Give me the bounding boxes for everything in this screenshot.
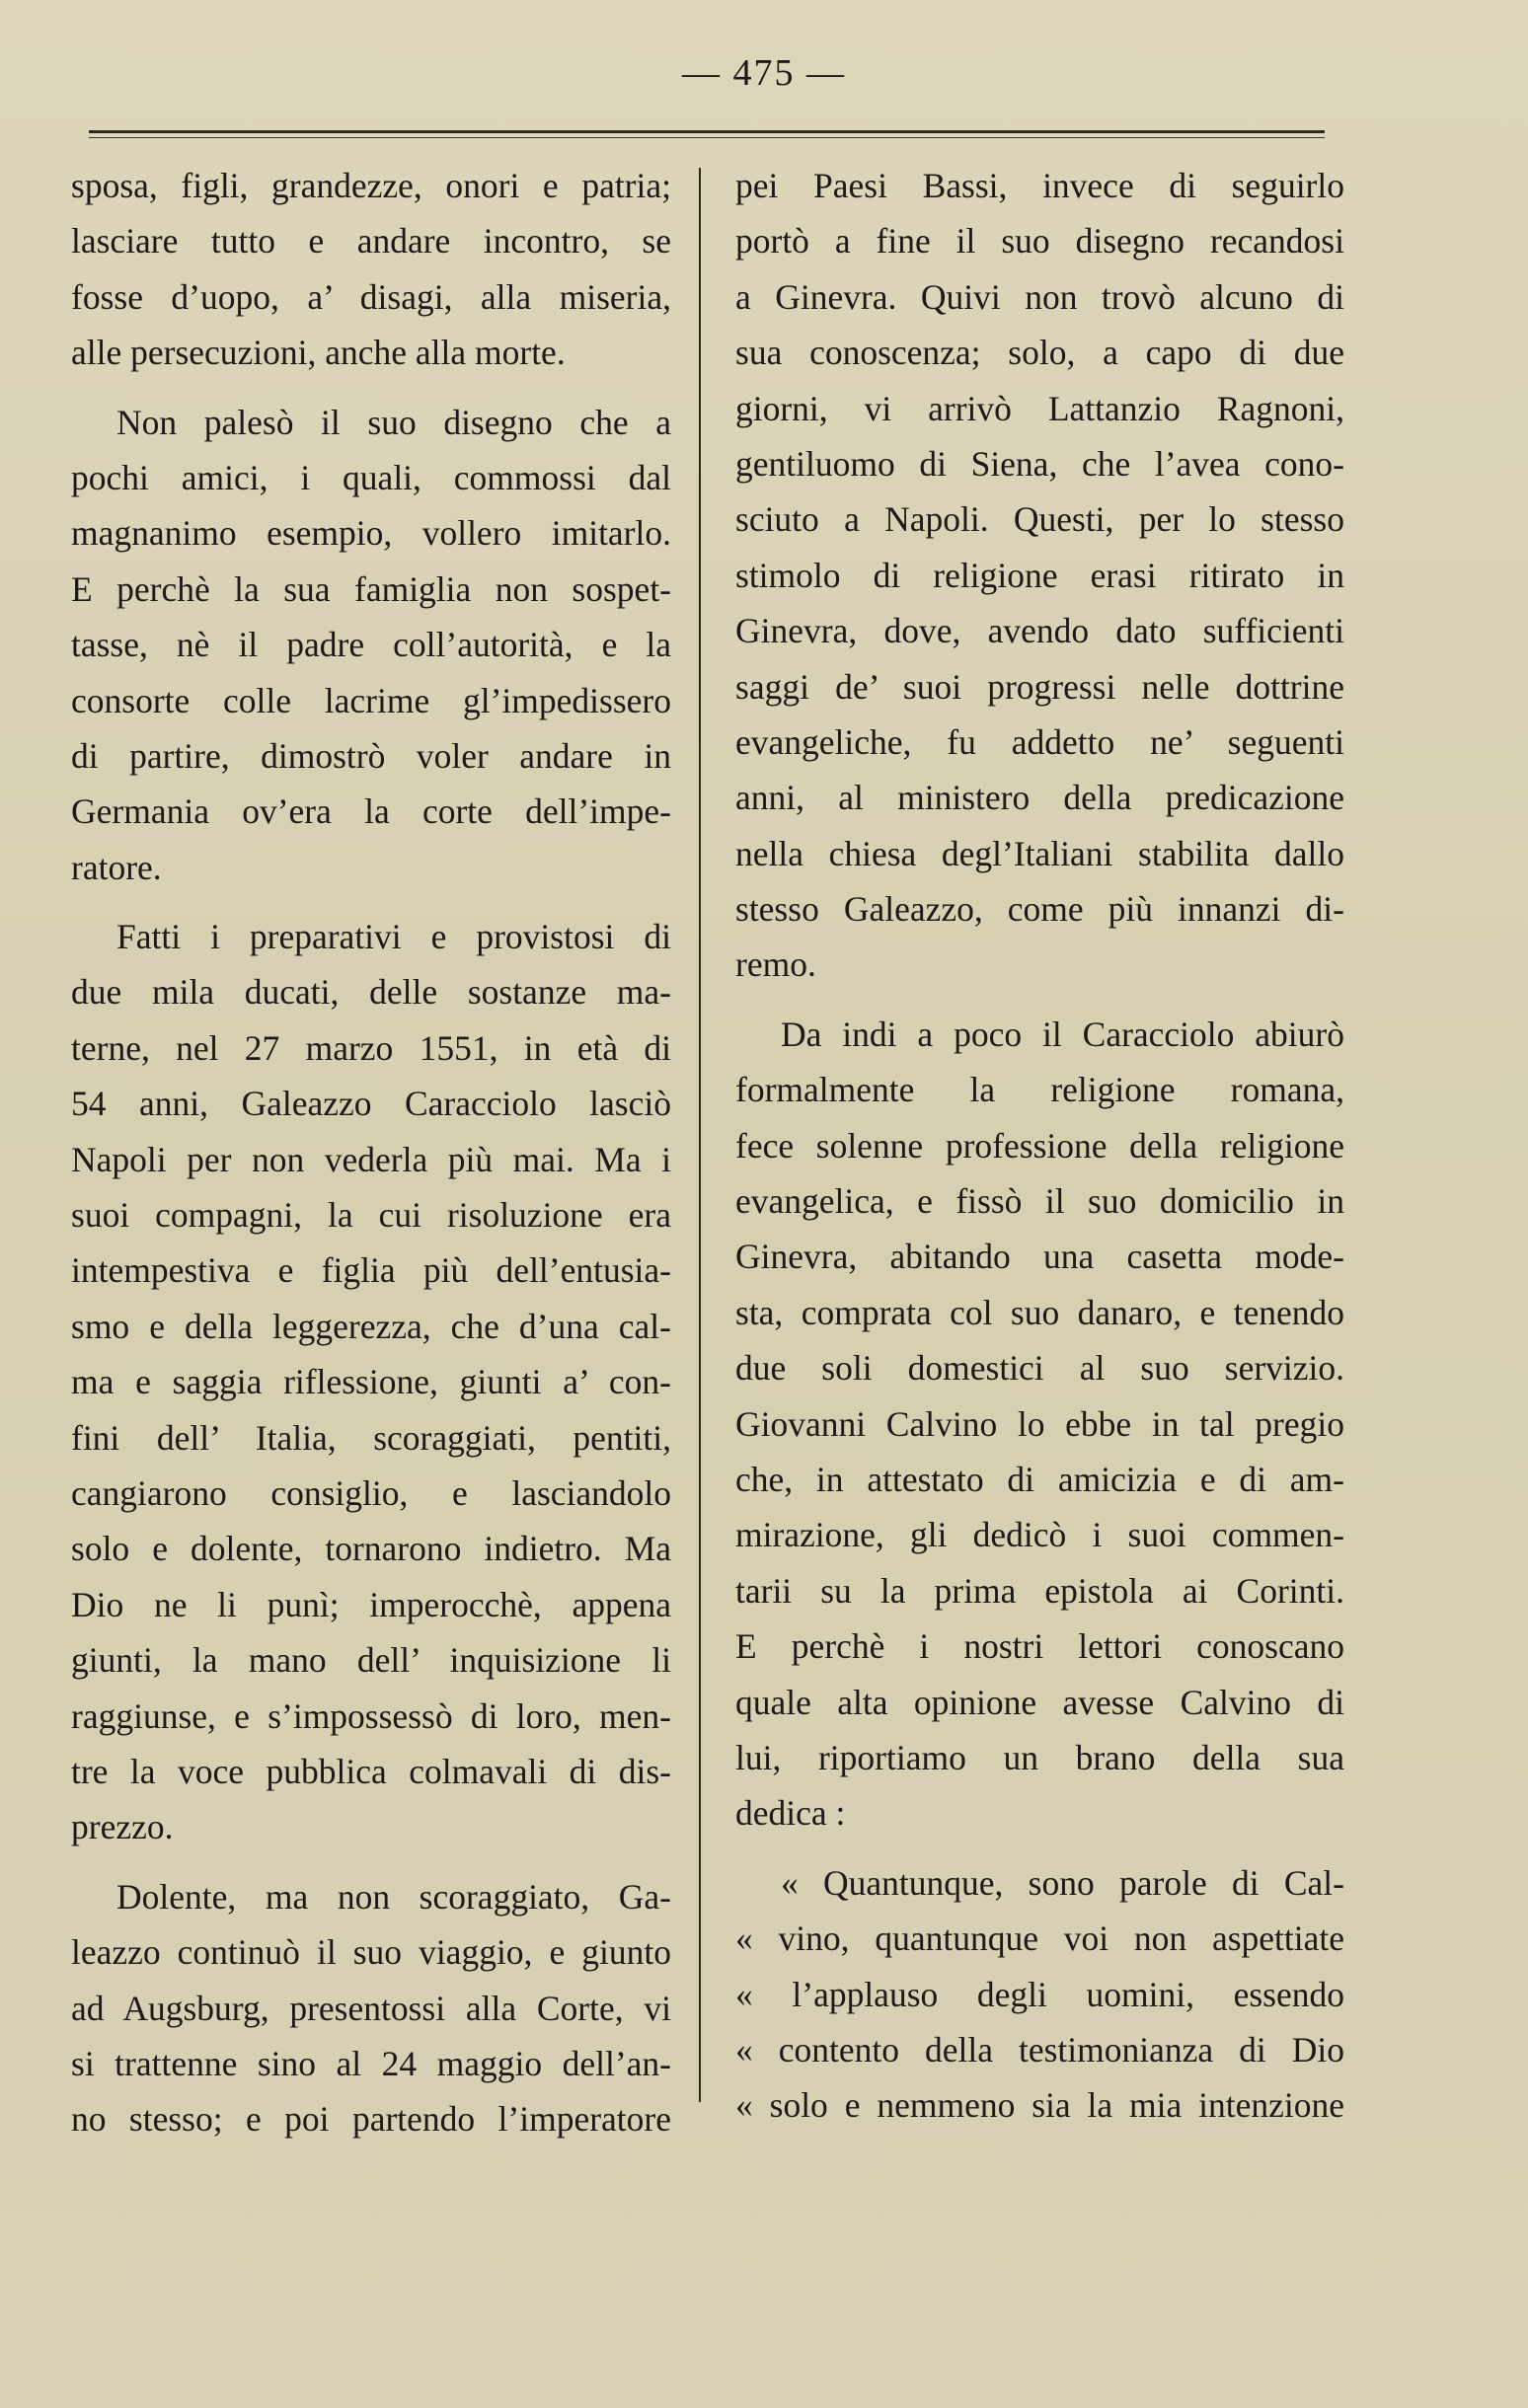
text-line: tarii su la prima epistola ai Corinti. <box>735 1570 1344 1611</box>
text-line: E perchè la sua famiglia non sospet- <box>71 568 671 609</box>
text-line: « Quantunque, sono parole di Cal- <box>781 1862 1344 1903</box>
page-number: — 475 — <box>682 52 846 94</box>
text-line: lui, riportiamo un brano della sua <box>735 1737 1344 1777</box>
text-line: giorni, vi arrivò Lattanzio Ragnoni, <box>735 388 1344 428</box>
text-line: ma e saggia riflessione, giunti a’ con- <box>71 1362 671 1402</box>
text-line: suoi compagni, la cui risoluzione era <box>71 1195 671 1236</box>
text-line: tasse, nè il padre coll’autorità, e la <box>71 625 671 665</box>
text-line: pei Paesi Bassi, invece di seguirlo <box>735 166 1344 205</box>
text-line: saggi de’ suoi progressi nelle dottrine <box>735 666 1344 707</box>
text-line: Napoli per non vederla più mai. Ma i <box>71 1139 671 1179</box>
text-line: consorte colle lacrime gl’impedissero <box>71 680 671 720</box>
text-line: « contento della testimonianza di Dio <box>735 2029 1344 2069</box>
text-line: smo e della leggerezza, che d’una cal- <box>71 1306 671 1346</box>
text-line: che, in attestato di amicizia e di am- <box>735 1459 1344 1499</box>
text-line: Dio ne li punì; imperocchè, appena <box>71 1584 671 1624</box>
text-line: lasciare tutto e andare incontro, se <box>71 221 671 262</box>
paragraph-gap <box>735 1842 1344 1855</box>
text-line: gentiluomo di Siena, che l’avea cono- <box>735 443 1344 484</box>
text-line: remo. <box>735 944 816 985</box>
text-line: dedica : <box>735 1793 846 1834</box>
text-line: Dolente, ma non scoraggiato, Ga- <box>116 1876 671 1917</box>
text-line: Fatti i preparativi e provistosi di <box>116 917 671 957</box>
text-line: fini dell’ Italia, scoraggiati, pentiti, <box>71 1417 671 1458</box>
paragraph-gap <box>71 895 671 909</box>
text-line: ad Augsburg, presentossi alla Corte, vi <box>71 1988 671 2028</box>
text-line: a Ginevra. Quivi non trovò alcuno di <box>735 276 1344 317</box>
left-column <box>71 158 671 2147</box>
text-line: giunti, la mano dell’ inquisizione li <box>71 1640 671 1681</box>
text-line: nella chiesa degl’Italiani stabilita dallo <box>735 833 1344 873</box>
text-line: evangelica, e fissò il suo domicilio in <box>735 1181 1344 1222</box>
header-rule-thin <box>89 137 1325 138</box>
text-line: magnanimo esempio, vollero imitarlo. <box>71 513 671 554</box>
text-line: sciuto a Napoli. Questi, per lo stesso <box>735 499 1344 540</box>
text-line: Non palesò il suo disegno che a <box>116 402 671 442</box>
text-line: pochi amici, i quali, commossi dal <box>71 457 671 497</box>
text-line: di partire, dimostrò voler andare in <box>71 735 671 776</box>
paragraph-gap <box>735 993 1344 1007</box>
text-line: leazzo continuò il suo viaggio, e giunto <box>71 1932 671 1973</box>
text-line: stimolo di religione erasi ritirato in <box>735 555 1344 595</box>
text-line: si trattenne sino al 24 maggio dell’an- <box>71 2043 671 2083</box>
text-line: E perchè i nostri lettori conoscano <box>735 1626 1344 1667</box>
paragraph-gap <box>71 381 671 395</box>
text-line: stesso Galeazzo, come più innanzi di- <box>735 889 1344 930</box>
text-line: due soli domestici al suo servizio. <box>735 1348 1344 1389</box>
text-line: « l’applauso degli uomini, essendo <box>735 1974 1344 2014</box>
text-line: Germania ov’era la corte dell’impe- <box>71 791 671 832</box>
text-line: terne, nel 27 marzo 1551, in età di <box>71 1027 671 1068</box>
text-line: solo e dolente, tornarono indietro. Ma <box>71 1529 671 1569</box>
text-line: cangiarono consiglio, e lasciandolo <box>71 1472 671 1513</box>
paragraph-gap <box>71 1855 671 1869</box>
right-column <box>735 158 1344 2134</box>
text-line: portò a fine il suo disegno recandosi <box>735 221 1344 262</box>
text-line: fece solenne professione della religione <box>735 1125 1344 1166</box>
text-line: « solo e nemmeno sia la mia intenzione <box>735 2085 1344 2126</box>
text-line: fosse d’uopo, a’ disagi, alla miseria, <box>71 276 671 317</box>
text-line: evangeliche, fu addetto ne’ seguenti <box>735 721 1344 762</box>
text-line: Giovanni Calvino lo ebbe in tal pregio <box>735 1403 1344 1444</box>
text-line: Da indi a poco il Caracciolo abiurò <box>781 1014 1344 1054</box>
text-line: raggiunse, e s’impossessò di loro, men- <box>71 1695 671 1736</box>
text-line: no stesso; e poi partendo l’imperatore <box>71 2099 671 2140</box>
text-line: « vino, quantunque voi non aspettiate <box>735 1919 1344 1959</box>
text-line: sua conoscenza; solo, a capo di due <box>735 333 1344 373</box>
text-line: alle persecuzioni, anche alla morte. <box>71 333 566 373</box>
text-line: sposa, figli, grandezze, onori e patria; <box>71 166 671 205</box>
text-line: sta, comprata col suo danaro, e tenendo <box>735 1292 1344 1332</box>
text-line: anni, al ministero della predicazione <box>735 778 1344 818</box>
text-line: tre la voce pubblica colmavali di dis- <box>71 1751 671 1791</box>
text-line: prezzo. <box>71 1807 174 1847</box>
text-line: intempestiva e figlia più dell’entusia- <box>71 1250 671 1291</box>
text-line: mirazione, gli dedicò i suoi commen- <box>735 1515 1344 1555</box>
text-line: quale alta opinione avesse Calvino di <box>735 1682 1344 1722</box>
column-divider <box>699 168 701 2102</box>
text-line: Ginevra, dove, avendo dato sufficienti <box>735 611 1344 651</box>
text-line: Ginevra, abitando una casetta mode- <box>735 1237 1344 1277</box>
text-line: ratore. <box>71 847 162 887</box>
text-line: formalmente la religione romana, <box>735 1070 1344 1110</box>
text-line: 54 anni, Galeazzo Caracciolo lasciò <box>71 1084 671 1124</box>
header-rule <box>89 130 1325 133</box>
text-line: due mila ducati, delle sostanze ma- <box>71 972 671 1013</box>
